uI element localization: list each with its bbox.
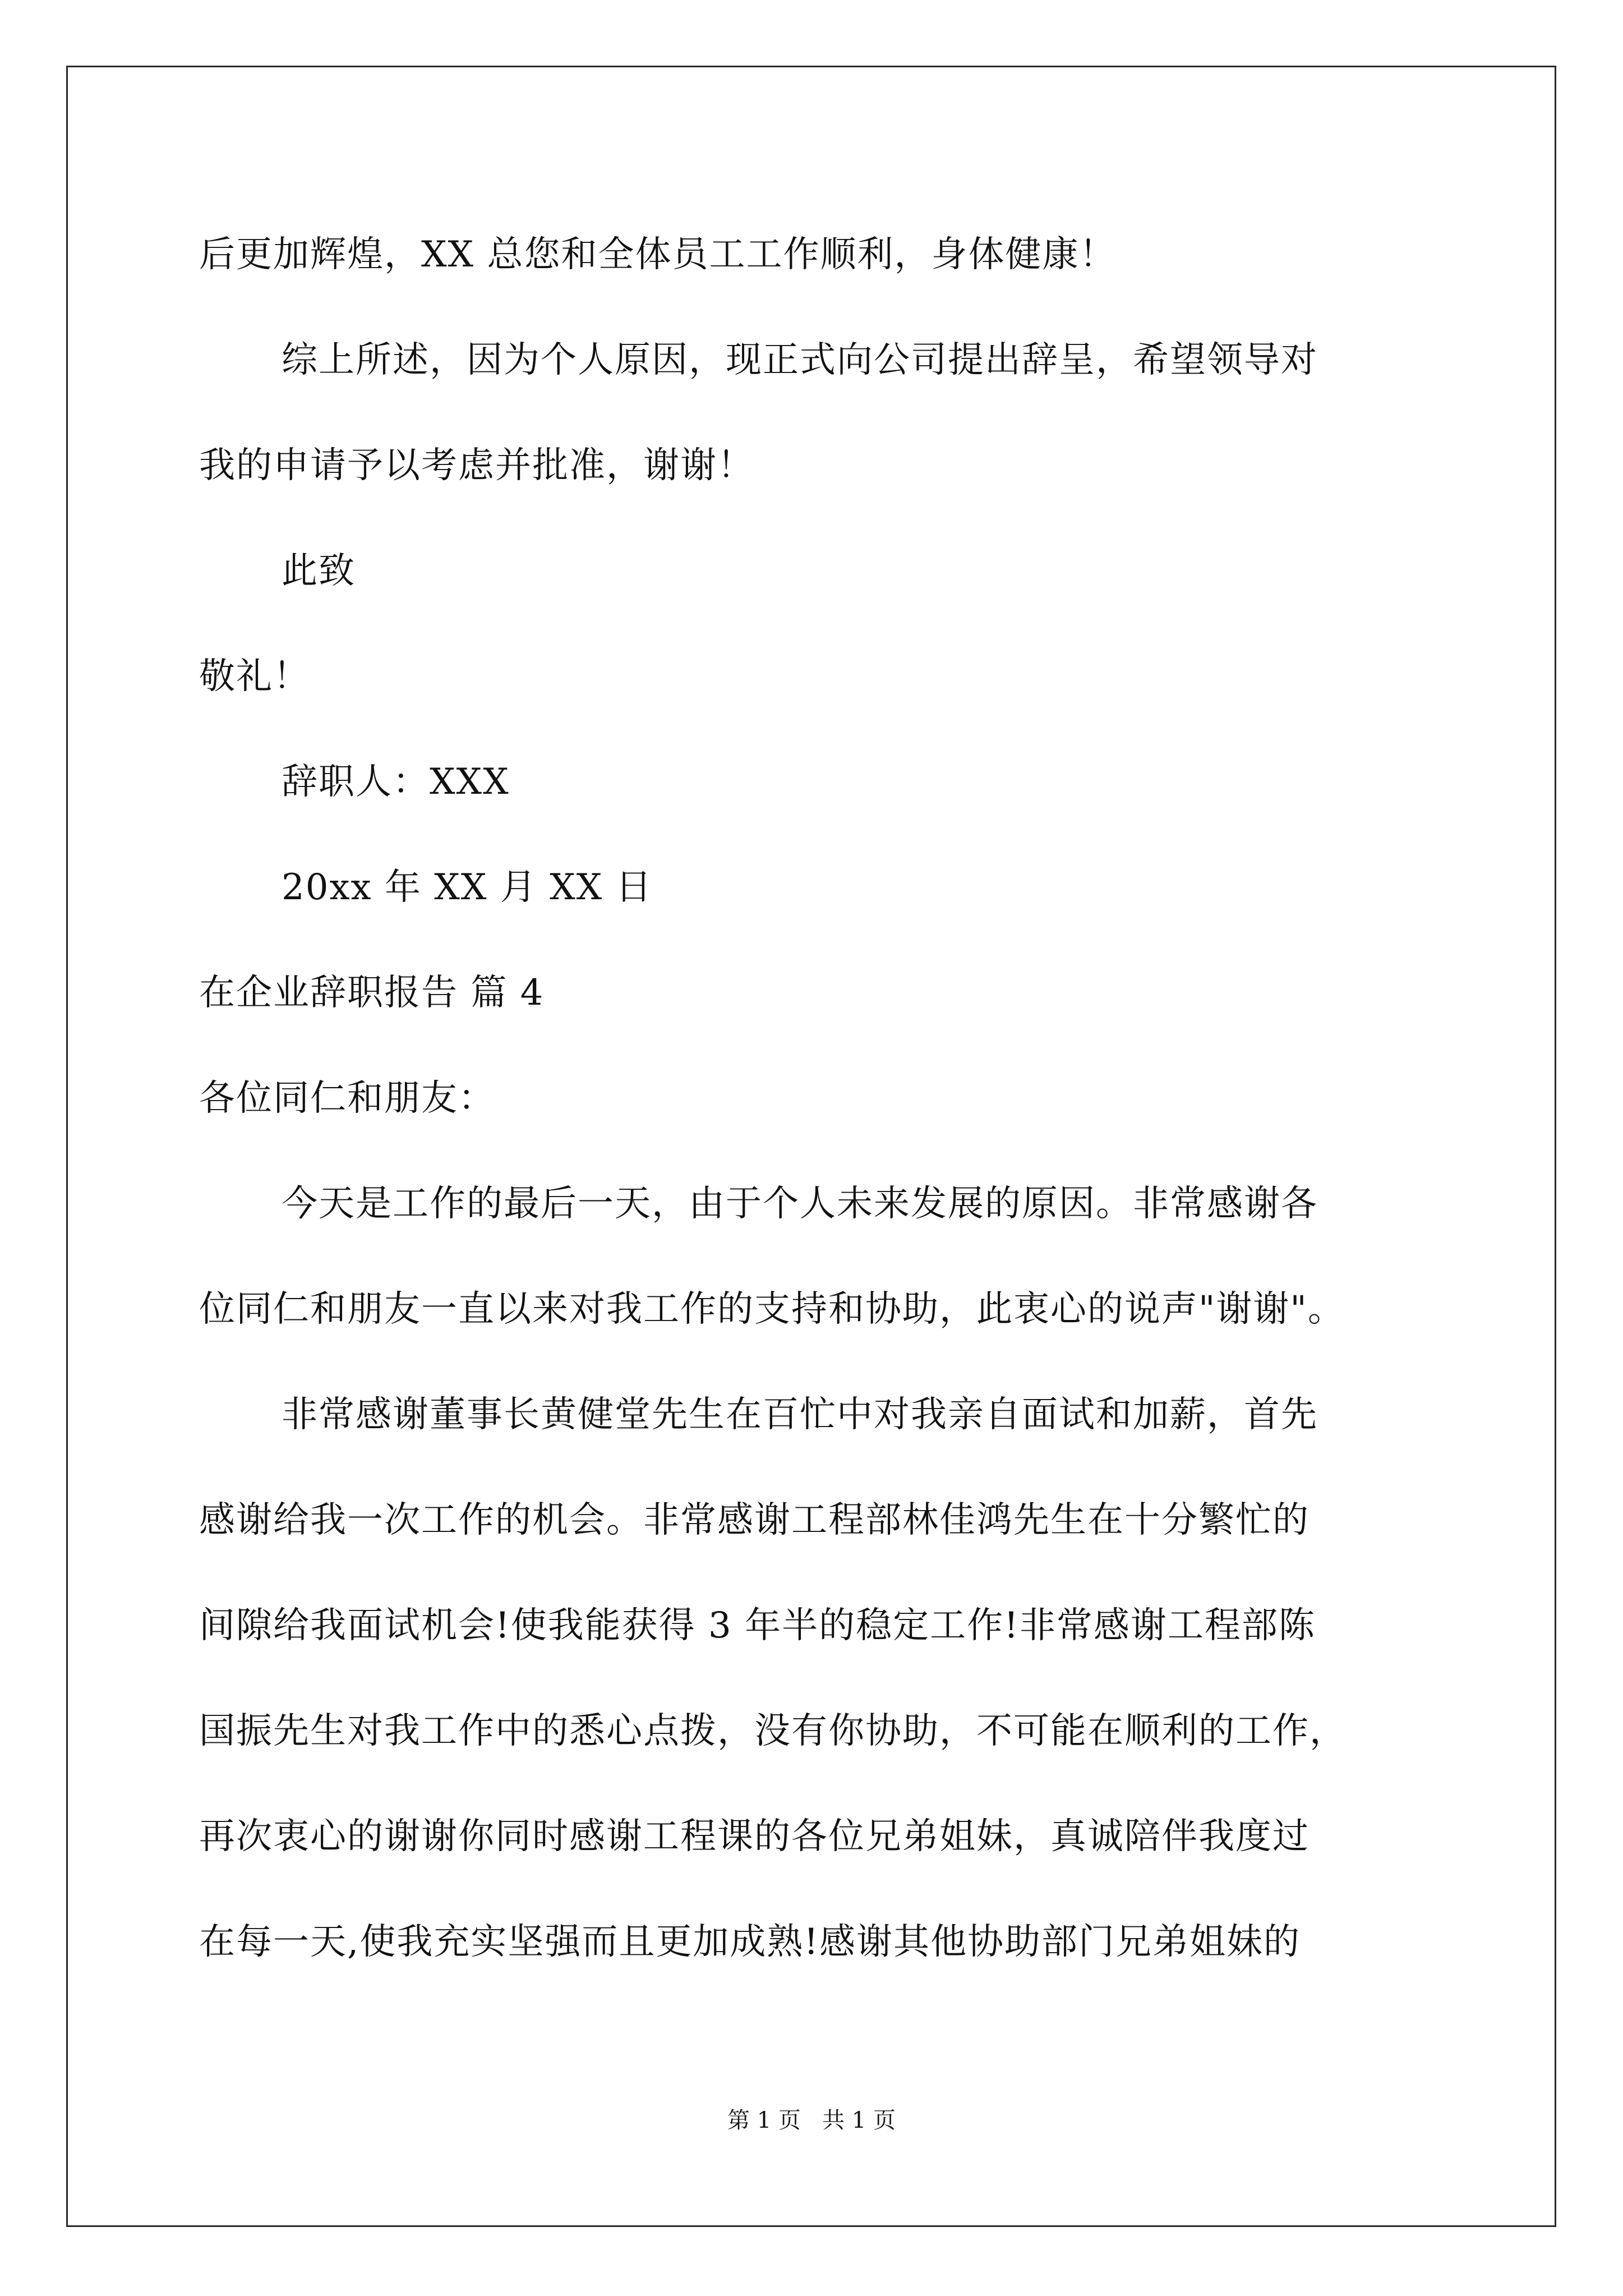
- section-heading: 在企业辞职报告 篇 4: [199, 972, 545, 1014]
- text-line: 再次衷心的谢谢你同时感谢工程课的各位兄弟姐妹，真诚陪伴我度过: [199, 1816, 1310, 1857]
- text-line: 综上所述，因为个人原因，现正式向公司提出辞呈，希望领导对: [282, 339, 1318, 381]
- text-line: 位同仁和朋友一直以来对我工作的支持和协助，此衷心的说声"谢谢"。: [199, 1289, 1345, 1330]
- text-line: 国振先生对我工作中的悉心点拨，没有你协助，不可能在顺利的工作，: [199, 1710, 1347, 1752]
- text-line: 在每一天,使我充实坚强而且更加成熟!感谢其他协助部门兄弟姐妹的: [199, 1921, 1301, 1963]
- date-line: 20xx 年 XX 月 XX 日: [282, 867, 653, 908]
- text-line: 非常感谢董事长黄健堂先生在百忙中对我亲自面试和加薪，首先: [282, 1394, 1318, 1435]
- text-line: 感谢给我一次工作的机会。非常感谢工程部林佳鸿先生在十分繁忙的: [199, 1499, 1310, 1541]
- closing-phrase: 此致: [282, 550, 356, 592]
- greeting: 各位同仁和朋友：: [199, 1078, 495, 1119]
- text-line: 今天是工作的最后一天，由于个人未来发展的原因。非常感谢各: [282, 1183, 1318, 1225]
- page-footer: 第 1 页 共 1 页: [727, 2108, 896, 2133]
- text-line: 我的申请予以考虑并批准，谢谢！: [199, 445, 754, 486]
- page-border: [66, 66, 1556, 2227]
- salutation: 敬礼！: [199, 656, 310, 697]
- text-line: 后更加辉煌，XX 总您和全体员工工作顺利，身体健康！: [199, 234, 1117, 275]
- text-line: 间隙给我面试机会!使我能获得 3 年半的稳定工作!非常感谢工程部陈: [199, 1605, 1316, 1646]
- signature-line: 辞职人：XXX: [282, 761, 510, 803]
